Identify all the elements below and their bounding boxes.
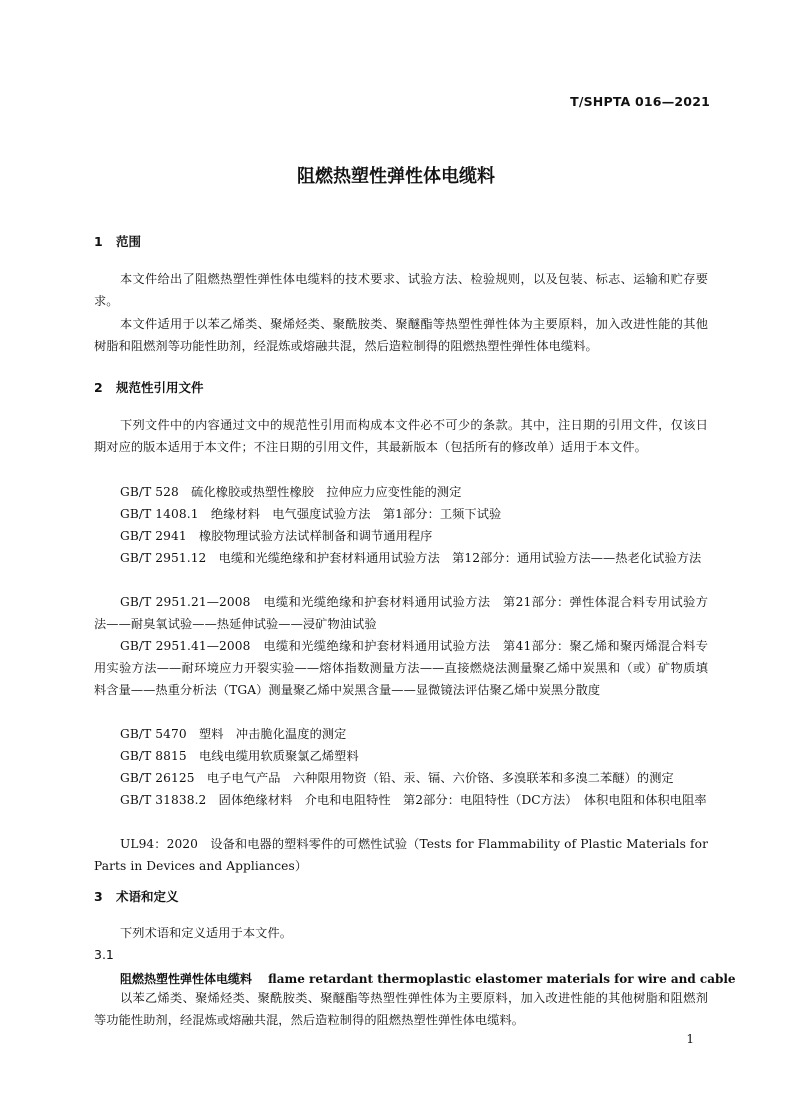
term-chinese: 阻燃热塑性弹性体电缆料 bbox=[120, 972, 253, 986]
paragraph: 下列术语和定义适用于本文件。 bbox=[120, 926, 293, 940]
section-1-heading bbox=[94, 232, 141, 250]
reference-item: GB/T 528 硫化橡胶或热塑性橡胶 拉伸应力应变性能的测定 bbox=[120, 485, 462, 499]
term-heading bbox=[120, 970, 736, 987]
section-title: 范围 bbox=[116, 234, 142, 249]
paragraph: 本文件给出了阻燃热塑性弹性体电缆料的技术要求、试验方法、检验规则，以及包装、标志、运输和贮存要求。 bbox=[94, 272, 708, 308]
section-number: 1 bbox=[94, 234, 103, 249]
reference-item: GB/T 2951.21—2008 电缆和光缆绝缘和护套材料通用试验方法 第21部分：弹性体混合料专用试验方法——耐臭氧试验——热延伸试验——浸矿物油试验 bbox=[94, 595, 708, 631]
reference-item: GB/T 2951.41—2008 电缆和光缆绝缘和护套材料通用试验方法 第41部分：聚乙烯和聚丙烯混合料专用实验方法——耐环境应力开裂实验——熔体指数测量方法——直接燃烧法测量聚乙烯中炭黑和（或）矿物质填料含量——热重分析法（TGA）测量聚乙烯中炭黑含量——显微镜法评估聚乙烯中炭黑分散度 bbox=[94, 639, 708, 697]
page-number: 1 bbox=[686, 1032, 694, 1046]
section-title: 术语和定义 bbox=[116, 889, 179, 904]
section-title: 规范性引用文件 bbox=[116, 380, 204, 395]
term-definition: 以苯乙烯类、聚烯烃类、聚酰胺类、聚醚酯等热塑性弹性体为主要原料，加入改进性能的其他树脂和阻燃剂等功能性助剂，经混炼或熔融共混，然后造粒制得的阻燃热塑性弹性体电缆料。 bbox=[94, 991, 708, 1027]
reference-item: GB/T 2941 橡胶物理试验方法试样制备和调节通用程序 bbox=[120, 529, 433, 543]
reference-item: UL94：2020 设备和电器的塑料零件的可燃性试验（Tests for Flammability of Plastic Materials for Parts in Devices and Appliances） bbox=[94, 837, 708, 873]
document-code: T/SHPTA 016—2021 bbox=[570, 94, 710, 109]
reference-item: GB/T 31838.2 固体绝缘材料 介电和电阻特性 第2部分：电阻特性（DC方法） 体积电阻和体积电阻率 bbox=[120, 793, 707, 807]
term-english: flame retardant thermoplastic elastomer materials for wire and cable bbox=[268, 972, 736, 986]
section-2-heading bbox=[94, 378, 204, 396]
paragraph: 本文件适用于以苯乙烯类、聚烯烃类、聚酰胺类、聚醚酯等热塑性弹性体为主要原料，加入改进性能的其他树脂和阻燃剂等功能性助剂，经混炼或熔融共混，然后造粒制得的阻燃热塑性弹性体电缆料。 bbox=[94, 317, 708, 353]
section-number: 2 bbox=[94, 380, 103, 395]
reference-item: GB/T 1408.1 绝缘材料 电气强度试验方法 第1部分：工频下试验 bbox=[120, 507, 502, 521]
term-number: 3.1 bbox=[94, 947, 114, 962]
section-number: 3 bbox=[94, 889, 103, 904]
paragraph: 下列文件中的内容通过文中的规范性引用而构成本文件必不可少的条款。其中，注日期的引用文件，仅该日期对应的版本适用于本文件；不注日期的引用文件，其最新版本（包括所有的修改单）适用于本文件。 bbox=[94, 418, 708, 454]
reference-item: GB/T 26125 电子电气产品 六种限用物资（铅、汞、镉、六价铬、多溴联苯和多溴二苯醚）的测定 bbox=[120, 771, 674, 785]
reference-item: GB/T 8815 电线电缆用软质聚氯乙烯塑料 bbox=[120, 749, 359, 763]
section-3-heading bbox=[94, 887, 179, 905]
reference-item: GB/T 5470 塑料 冲击脆化温度的测定 bbox=[120, 727, 347, 741]
document-title: 阻燃热塑性弹性体电缆料 bbox=[297, 166, 495, 187]
reference-item: GB/T 2951.12 电缆和光缆绝缘和护套材料通用试验方法 第12部分：通用试验方法——热老化试验方法 bbox=[120, 551, 702, 565]
